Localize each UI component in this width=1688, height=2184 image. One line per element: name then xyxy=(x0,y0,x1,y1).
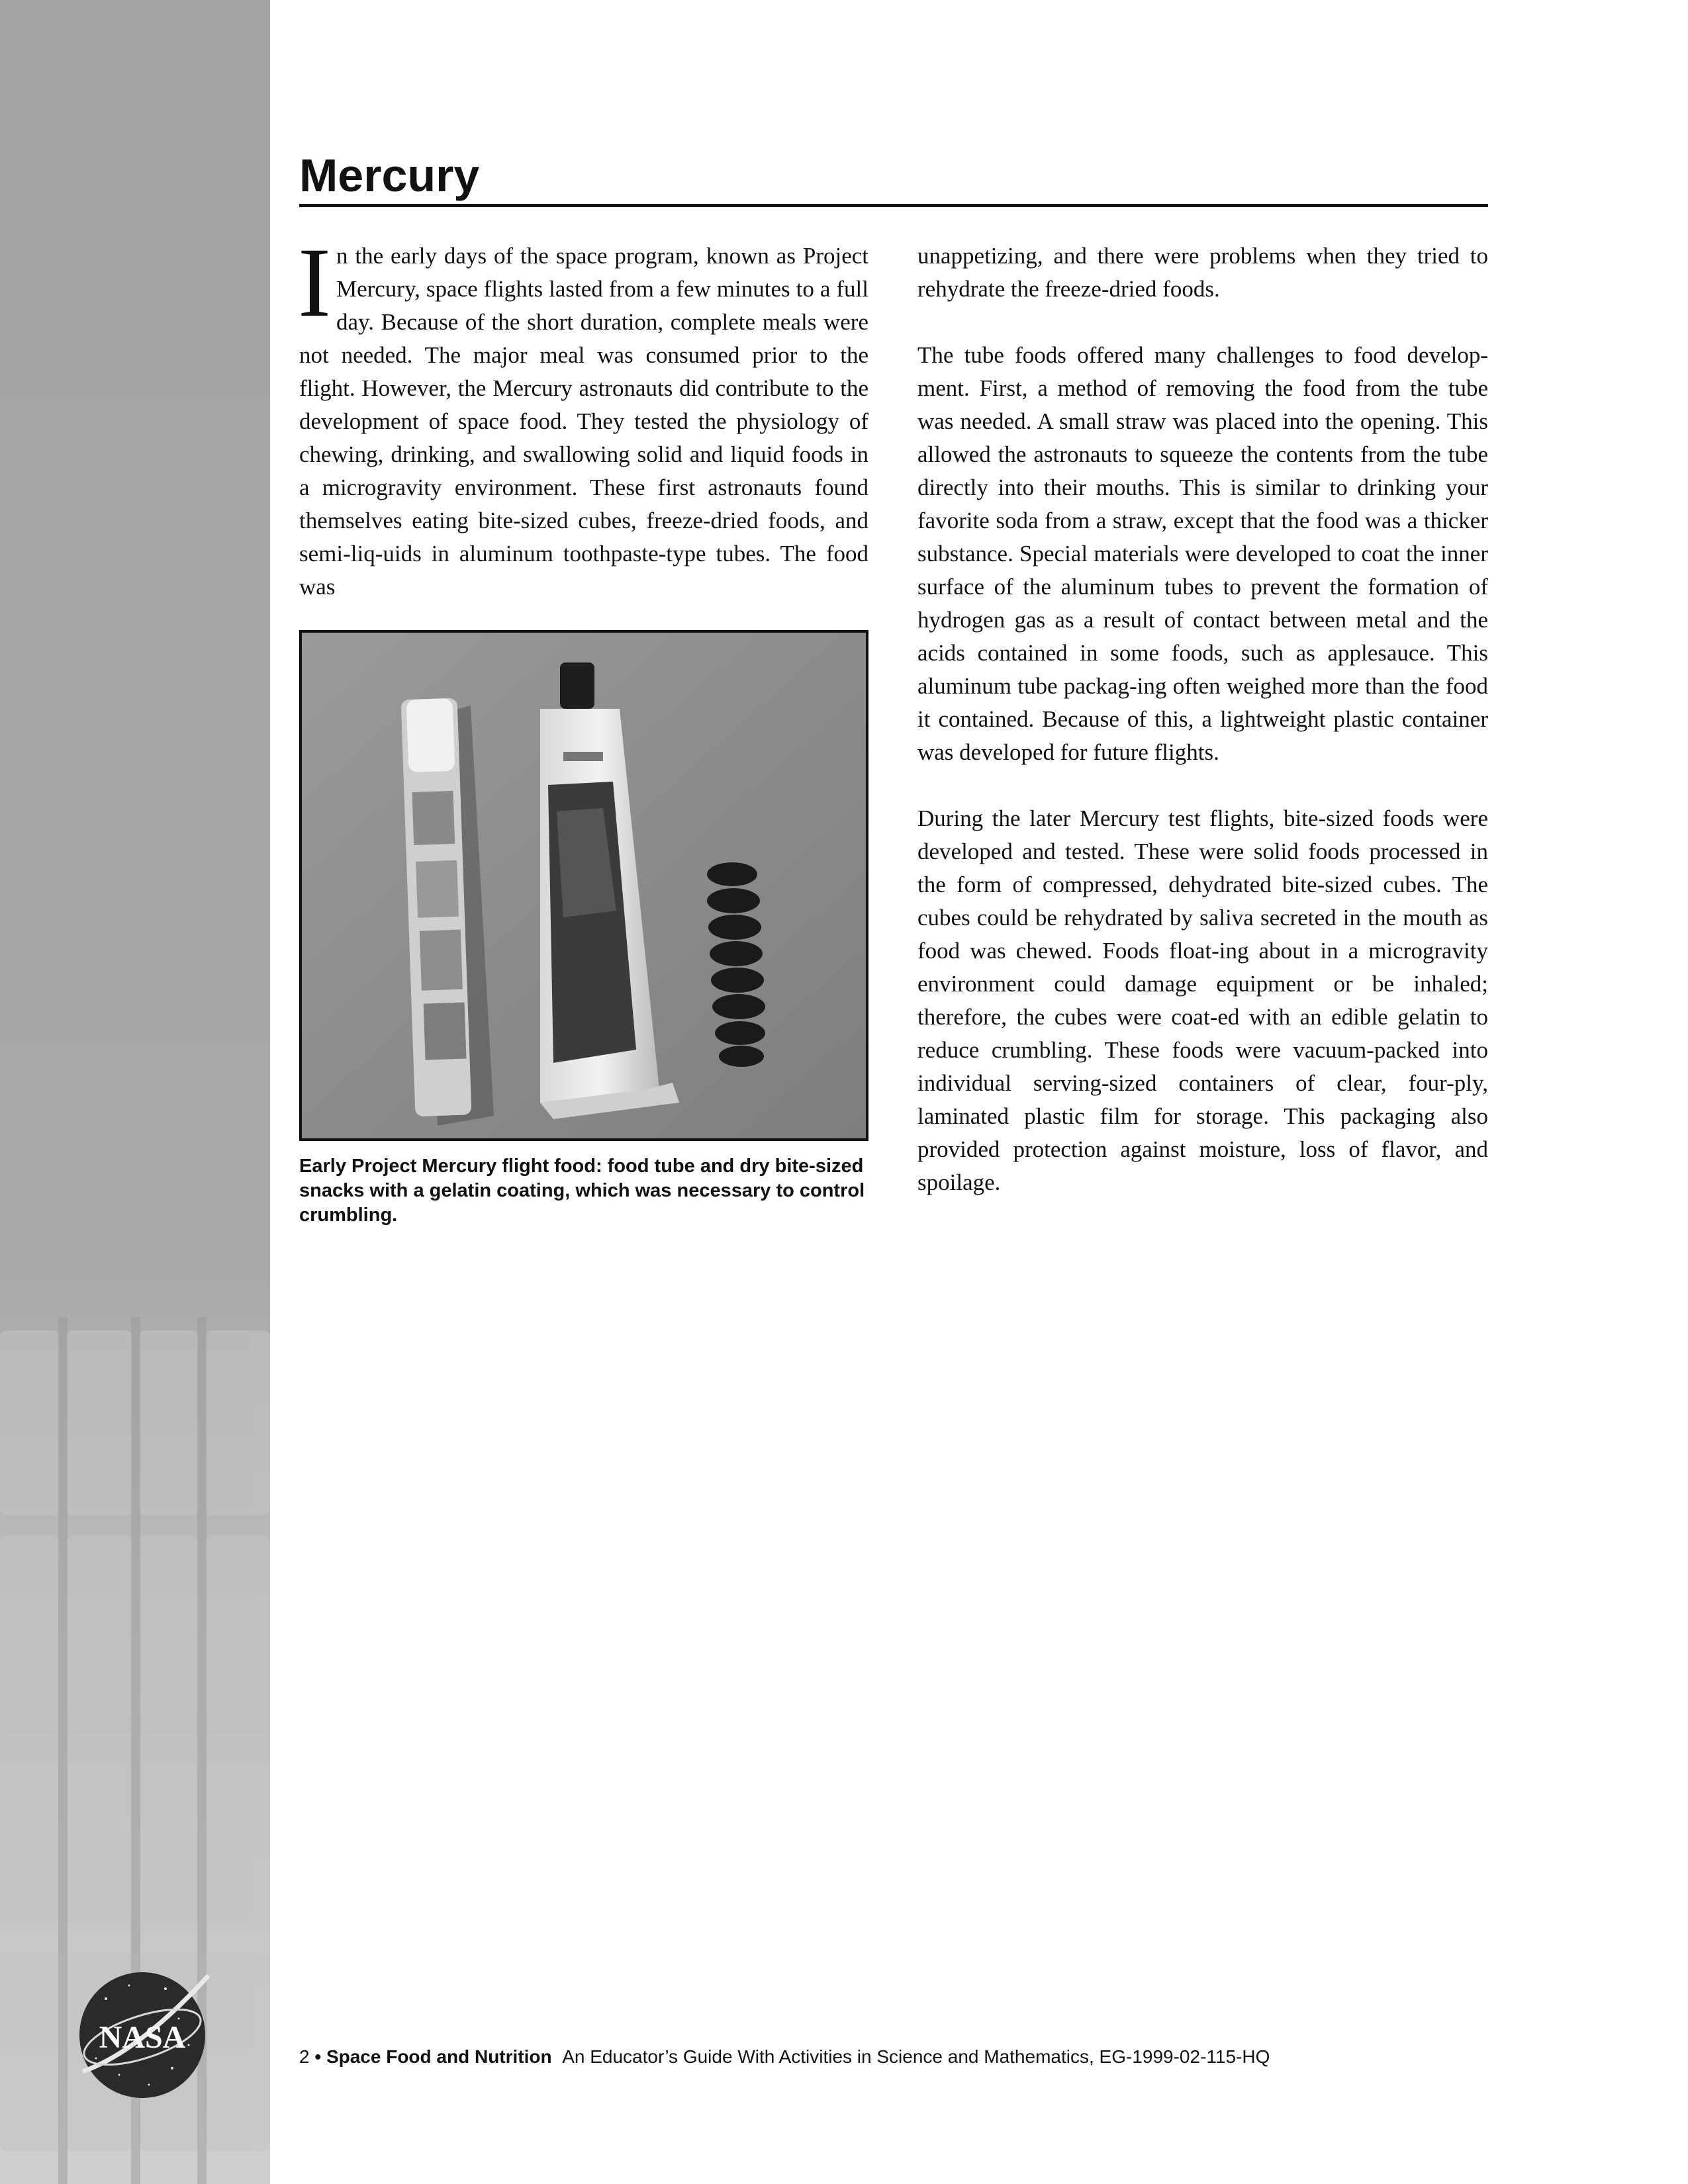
right-column xyxy=(917,240,1488,1199)
footer-separator: • xyxy=(309,2046,326,2067)
publication-title: Space Food and Nutrition xyxy=(326,2046,552,2067)
nasa-logo-text: NASA xyxy=(99,2020,186,2055)
food-photo-illustration xyxy=(302,633,866,1138)
food-photo xyxy=(299,630,868,1141)
figure-caption: Early Project Mercury flight food: food tube and dry bite-sized snacks with a gelatin coating, which was necessary to control crumbling. xyxy=(299,1156,865,1226)
page-number: 2 xyxy=(299,2046,310,2067)
paragraph-tube-foods: The tube foods offered many challenges to food develop-ment. First, a method of removing the food from the tube was needed. A small straw was placed into the opening. This allowed the astronauts to squeeze the contents from the tube directly into their mouths. This is similar to drinking your favorite soda from a straw, except that the food was a thicker substance. Special materials were developed to coat the inner surface of the aluminum tubes to prevent the formation of hydrogen gas as a result of contact between metal and the acids contained in some foods, such as applesauce. This aluminum tube packag-ing often weighed more than the food it contained. Because of this, a lightweight plastic container was developed for future flights. xyxy=(917,342,1488,765)
nasa-logo xyxy=(66,1959,218,2111)
page-title: Mercury xyxy=(299,150,480,201)
left-column xyxy=(298,228,868,604)
paragraph-rehydrate: unappetizing, and there were problems when they tried to rehydrate the freeze-dried foods. xyxy=(917,243,1488,302)
sidebar-band xyxy=(0,0,270,2184)
intro-paragraph xyxy=(298,228,868,604)
paragraph-bite-sized: During the later Mercury test flights, bite-sized foods were developed and tested. These were solid foods processed in the form of compressed, dehydrated bite-sized cubes. The cubes could be rehydrated by saliva secreted in the mouth as food was chewed. Foods float-ing about in a microgravity environment could damage equipment or be inhaled; therefore, the cubes were coat-ed with an edible gelatin to reduce crumbling. These foods were vacuum-packed into individual serving-sized containers of clear, four-ply, laminated plastic film for storage. This packaging also provided protection against moisture, loss of flavor, and spoilage. xyxy=(917,805,1488,1195)
publication-subtitle: An Educator’s Guide With Activities in Science and Mathematics, EG-1999-02-115-HQ xyxy=(562,2046,1270,2067)
footer-spacer xyxy=(552,2046,563,2067)
section-heading xyxy=(299,147,1488,207)
page-footer xyxy=(299,2045,1491,2069)
intro-text: n the early days of the space program, known as Project Mercury, space flights lasted from a few minutes to a full day. Because of the short duration, complete meals were not needed. The major meal was consumed prior to the flight. However, the Mercury astronauts did contribute to the development of space food. They tested the physiology of chewing, drinking, and swallowing solid and liquid foods in a microgravity environment. These first astronauts found themselves eating bite-sized cubes, freeze-dried foods, and semi-liq-uids in aluminum toothpaste-type tubes. The food was xyxy=(299,243,868,600)
dropcap: I xyxy=(298,228,331,338)
